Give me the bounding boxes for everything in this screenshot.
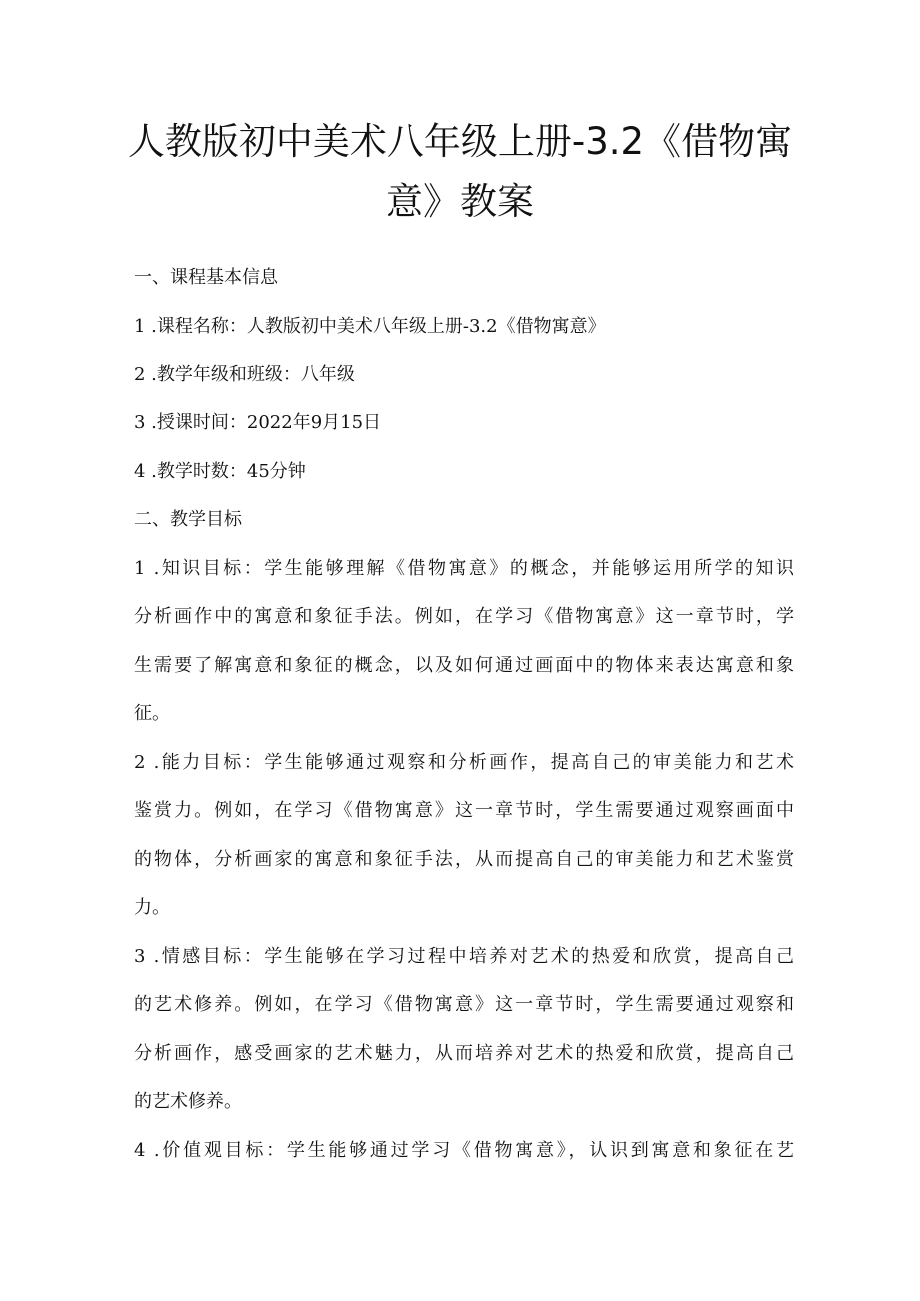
teaching-hours-item: 4 .教学时数：45分钟 (134, 461, 306, 482)
goal-3-line: 的艺术修养。 (134, 1091, 242, 1112)
course-name-item: 1 .课程名称：人教版初中美术八年级上册-3.2《借物寓意》 (134, 316, 606, 337)
goal-4-line: 4 .价值观目标：学生能够通过学习《借物寓意》，认识到寓意和象征在艺 (134, 1140, 794, 1161)
grade-class-item: 2 .教学年级和班级：八年级 (134, 364, 355, 385)
goal-2-line: 2 .能力目标：学生能够通过观察和分析画作，提高自己的审美能力和艺术 (134, 752, 794, 773)
section-2-heading: 二、教学目标 (134, 509, 242, 530)
goal-3-line: 3 .情感目标：学生能够在学习过程中培养对艺术的热爱和欣赏，提高自己 (134, 946, 794, 967)
goal-2-line: 力。 (134, 897, 170, 918)
document-title-line-1: 人教版初中美术八年级上册-3.2《借物寓 (127, 120, 793, 163)
section-1-heading: 一、课程基本信息 (134, 267, 278, 288)
document-title-line-2: 意》教案 (386, 180, 534, 223)
goal-1-line: 分析画作中的寓意和象征手法。例如，在学习《借物寓意》这一章节时，学 (134, 606, 794, 627)
goal-2-line: 的物体，分析画家的寓意和象征手法，从而提高自己的审美能力和艺术鉴赏 (134, 849, 794, 870)
goal-3-line: 的艺术修养。例如，在学习《借物寓意》这一章节时，学生需要通过观察和 (134, 994, 794, 1015)
goal-1-line: 1 .知识目标：学生能够理解《借物寓意》的概念，并能够运用所学的知识 (134, 558, 794, 579)
goal-3-line: 分析画作，感受画家的艺术魅力，从而培养对艺术的热爱和欣赏，提高自己 (134, 1043, 794, 1064)
goal-1-line: 征。 (134, 703, 170, 724)
goal-1-line: 生需要了解寓意和象征的概念，以及如何通过画面中的物体来表达寓意和象 (134, 655, 794, 676)
goal-2-line: 鉴赏力。例如，在学习《借物寓意》这一章节时，学生需要通过观察画面中 (134, 800, 794, 821)
class-time-item: 3 .授课时间：2022年9月15日 (134, 412, 382, 433)
